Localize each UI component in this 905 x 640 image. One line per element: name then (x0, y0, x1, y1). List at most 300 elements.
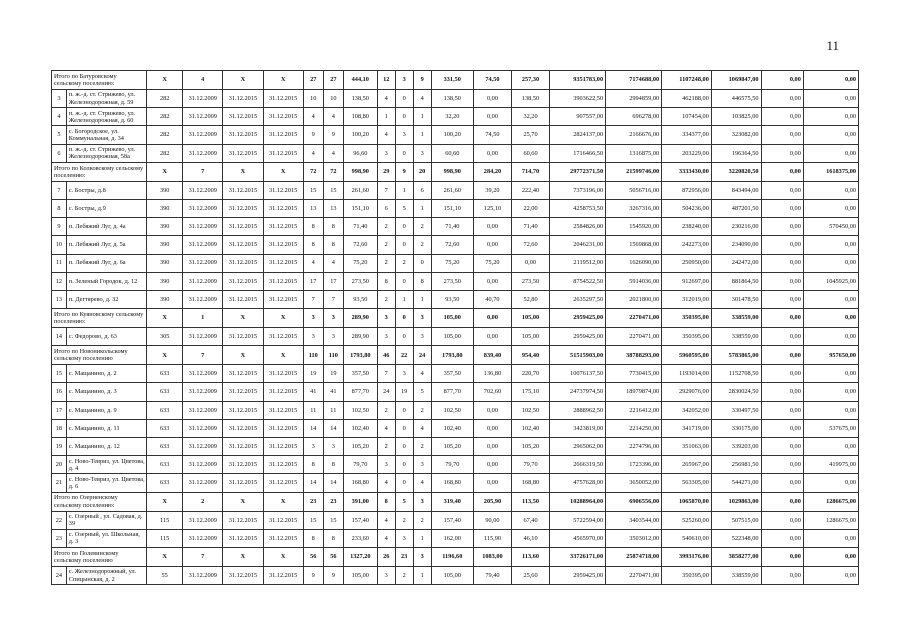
data-cell: 2 (377, 438, 395, 456)
data-cell: 168,80 (431, 474, 473, 492)
data-cell: 8 (323, 529, 343, 547)
data-cell: 79,70 (431, 456, 473, 474)
data-cell: 5 (395, 492, 413, 511)
data-cell: 51515903,00 (550, 346, 606, 365)
data-cell: 31.12.2015 (223, 529, 263, 547)
table-row (52, 566, 859, 584)
data-cell: 273,50 (343, 272, 377, 290)
data-cell: 9351783,00 (550, 71, 606, 90)
data-cell: 390 (147, 181, 183, 199)
data-cell: 25874718,00 (606, 547, 662, 566)
data-cell: 5056716,00 (606, 181, 662, 199)
data-cell: 0,00 (473, 218, 511, 236)
data-cell: 0,00 (803, 90, 858, 108)
data-cell: 5 (395, 199, 413, 217)
data-cell: 0,00 (803, 309, 858, 328)
data-cell: 391,00 (343, 492, 377, 511)
data-cell: 4 (377, 126, 395, 144)
data-cell: 19 (303, 365, 323, 383)
data-cell: 0,00 (512, 254, 550, 272)
data-cell: 390 (147, 218, 183, 236)
data-cell: 3503012,00 (606, 529, 662, 547)
data-cell: 242273,00 (662, 236, 712, 254)
data-cell: 1107248,00 (662, 71, 712, 90)
data-cell: 3 (377, 566, 395, 584)
data-cell: 3403544,00 (606, 511, 662, 529)
data-cell: 2959425,00 (550, 566, 606, 584)
data-cell: 24 (413, 346, 431, 365)
data-cell: 17 (303, 272, 323, 290)
data-cell: 8754522,50 (550, 272, 606, 290)
data-cell: 0,00 (761, 309, 803, 328)
address-cell: с. Озерный , ул. Садовая, д. 39 (66, 511, 146, 529)
data-cell: 3220820,50 (711, 162, 761, 181)
data-cell: X (263, 71, 303, 90)
data-cell: 0,00 (761, 181, 803, 199)
data-cell: 3 (395, 529, 413, 547)
data-cell: 2216412,00 (606, 401, 662, 419)
data-cell: 20 (413, 162, 431, 181)
data-cell: 9 (303, 566, 323, 584)
data-cell: 0,00 (761, 566, 803, 584)
data-cell: 4 (377, 419, 395, 437)
data-cell: 33726171,00 (550, 547, 606, 566)
data-cell: 0,00 (803, 236, 858, 254)
data-cell: 71,40 (431, 218, 473, 236)
data-cell: 3 (303, 309, 323, 328)
table-row (52, 199, 859, 217)
data-cell: 0,00 (473, 401, 511, 419)
housing-register-table (51, 70, 859, 585)
data-cell: 357,50 (431, 365, 473, 383)
data-cell: 8 (413, 272, 431, 290)
data-cell: 9 (323, 566, 343, 584)
data-cell: 633 (147, 365, 183, 383)
data-cell: 67,40 (512, 511, 550, 529)
data-cell: 0,00 (803, 254, 858, 272)
data-cell: 105,20 (343, 438, 377, 456)
table-row (52, 272, 859, 290)
data-cell: 284,20 (473, 162, 511, 181)
data-cell: 0,00 (473, 144, 511, 162)
data-cell: 151,10 (431, 199, 473, 217)
data-cell: 1316875,00 (606, 144, 662, 162)
data-cell: 0,00 (803, 328, 858, 346)
data-cell: 27 (323, 71, 343, 90)
data-cell: 0,00 (761, 456, 803, 474)
address-cell: п. Лебяжий Луг, д. 6а (66, 254, 146, 272)
data-cell: 4 (323, 108, 343, 126)
table-row (52, 419, 859, 437)
data-cell: 31.12.2015 (263, 236, 303, 254)
data-cell: 9 (395, 162, 413, 181)
data-cell: 1569868,00 (606, 236, 662, 254)
data-cell: 31.12.2015 (223, 365, 263, 383)
row-number: 24 (52, 566, 67, 584)
data-cell: 11 (303, 401, 323, 419)
data-cell: 0,00 (761, 511, 803, 529)
data-cell: 31.12.2015 (223, 419, 263, 437)
data-cell: 0 (395, 438, 413, 456)
data-cell: 13 (303, 199, 323, 217)
data-cell: 203229,00 (662, 144, 712, 162)
data-cell: 4 (323, 144, 343, 162)
data-cell: 2 (413, 218, 431, 236)
data-cell: X (147, 309, 183, 328)
data-cell: 2830024,50 (711, 383, 761, 401)
subtotal-label: Итого по Колковскому сельскому поселению: (52, 162, 147, 181)
data-cell: 633 (147, 438, 183, 456)
data-cell: 537675,00 (803, 419, 858, 437)
data-cell: 3 (323, 438, 343, 456)
data-cell: 8 (323, 456, 343, 474)
data-cell: 2 (395, 511, 413, 529)
data-cell: 250950,00 (662, 254, 712, 272)
data-cell: 1029863,00 (711, 492, 761, 511)
data-cell: 100,20 (343, 126, 377, 144)
data-cell: 0 (395, 474, 413, 492)
data-cell: 390 (147, 272, 183, 290)
data-cell: X (147, 346, 183, 365)
data-cell: 714,70 (512, 162, 550, 181)
data-cell: 1045925,00 (803, 272, 858, 290)
data-cell: 168,80 (343, 474, 377, 492)
data-cell: X (223, 71, 263, 90)
row-number: 7 (52, 181, 67, 199)
data-cell: 75,20 (473, 254, 511, 272)
data-cell: 23 (303, 492, 323, 511)
data-cell: 102,40 (512, 419, 550, 437)
data-cell: 907557,00 (550, 108, 606, 126)
data-cell: 8 (303, 236, 323, 254)
data-cell: 108,80 (343, 108, 377, 126)
data-cell: 157,40 (431, 511, 473, 529)
table-row (52, 474, 859, 492)
data-cell: 289,90 (343, 328, 377, 346)
data-cell: 350395,00 (662, 566, 712, 584)
data-cell: 9 (323, 126, 343, 144)
data-cell: 105,20 (512, 438, 550, 456)
data-cell: 39,20 (473, 181, 511, 199)
data-cell: 0,00 (803, 566, 858, 584)
data-cell: X (223, 547, 263, 566)
data-cell: 0,00 (473, 90, 511, 108)
data-cell: 31.12.2009 (183, 566, 223, 584)
data-cell: 0,00 (761, 365, 803, 383)
data-cell: 31.12.2015 (223, 566, 263, 584)
data-cell: 4 (183, 71, 223, 90)
data-cell: 6906556,00 (606, 492, 662, 511)
data-cell: 1 (413, 126, 431, 144)
data-cell: 390 (147, 254, 183, 272)
subtotal-row (52, 309, 859, 328)
data-cell: 0,00 (803, 438, 858, 456)
data-cell: 1618375,00 (803, 162, 858, 181)
address-cell: с. Федорово, д. 63 (66, 328, 146, 346)
data-cell: 633 (147, 383, 183, 401)
data-cell: 0,00 (803, 401, 858, 419)
data-cell: 2270471,00 (606, 328, 662, 346)
data-cell: 504236,00 (662, 199, 712, 217)
data-cell: 26 (377, 547, 395, 566)
data-cell: 220,70 (512, 365, 550, 383)
data-cell: 0,00 (761, 108, 803, 126)
data-cell: 338559,00 (711, 566, 761, 584)
data-cell: 282 (147, 144, 183, 162)
data-cell: 23 (395, 547, 413, 566)
data-cell: 31.12.2009 (183, 272, 223, 290)
data-cell: 265967,00 (662, 456, 712, 474)
data-cell: 72,60 (343, 236, 377, 254)
data-cell: 31.12.2015 (263, 328, 303, 346)
data-cell: 31.12.2015 (263, 383, 303, 401)
data-cell: 7 (323, 290, 343, 308)
data-cell: 5 (413, 383, 431, 401)
data-cell: 46 (377, 346, 395, 365)
data-cell: 419975,00 (803, 456, 858, 474)
data-cell: 7 (183, 346, 223, 365)
data-cell: 0 (395, 401, 413, 419)
data-cell: 3858277,00 (711, 547, 761, 566)
data-cell: 3267316,00 (606, 199, 662, 217)
data-cell: 2 (377, 401, 395, 419)
data-cell: 3 (413, 328, 431, 346)
data-cell: 31.12.2009 (183, 419, 223, 437)
data-cell: 2824137,00 (550, 126, 606, 144)
data-cell: 2046231,00 (550, 236, 606, 254)
data-cell: 331,50 (431, 71, 473, 90)
data-cell: X (223, 346, 263, 365)
data-cell: 633 (147, 419, 183, 437)
subtotal-label: Итого по Батуровскому сельскому поселению: (52, 71, 147, 90)
data-cell: 3 (413, 456, 431, 474)
data-cell: 31.12.2015 (263, 199, 303, 217)
data-cell: 12 (377, 71, 395, 90)
data-cell: 31.12.2009 (183, 90, 223, 108)
data-cell: 2666319,50 (550, 456, 606, 474)
data-cell: 282 (147, 126, 183, 144)
address-cell: п. Лебяжий Луг, д. 5а (66, 236, 146, 254)
row-number: 21 (52, 474, 67, 492)
data-cell: 79,40 (473, 566, 511, 584)
data-cell: 4 (377, 511, 395, 529)
data-cell: 3 (323, 328, 343, 346)
data-cell: 56 (323, 547, 343, 566)
data-cell: 105,00 (343, 566, 377, 584)
data-cell: 0 (395, 236, 413, 254)
data-cell: 9 (413, 71, 431, 90)
data-cell: 4 (377, 474, 395, 492)
data-cell: 4757628,00 (550, 474, 606, 492)
data-cell: 60,60 (431, 144, 473, 162)
data-cell: 31.12.2015 (263, 144, 303, 162)
data-cell: 0,00 (761, 438, 803, 456)
data-cell: 0,00 (473, 272, 511, 290)
row-number: 14 (52, 328, 67, 346)
data-cell: 0,00 (761, 236, 803, 254)
data-cell: 113,60 (512, 547, 550, 566)
row-number: 6 (52, 144, 67, 162)
data-cell: 0 (395, 144, 413, 162)
data-cell: 7 (377, 181, 395, 199)
data-cell: 72,60 (431, 236, 473, 254)
data-cell: 31.12.2015 (263, 474, 303, 492)
data-cell: 334377,00 (662, 126, 712, 144)
data-cell: 390 (147, 236, 183, 254)
data-cell: 21599746,00 (606, 162, 662, 181)
data-cell: 105,00 (512, 328, 550, 346)
table-row (52, 383, 859, 401)
data-cell: 0,00 (803, 383, 858, 401)
subtotal-label: Итого по Куяновскому сельскому поселению: (52, 309, 147, 328)
data-cell: 2119512,00 (550, 254, 606, 272)
data-cell: 4 (413, 474, 431, 492)
data-cell: 702,60 (473, 383, 511, 401)
data-cell: X (263, 492, 303, 511)
data-cell: 7 (377, 365, 395, 383)
address-cell: с. Бостры, д.9 (66, 199, 146, 217)
data-cell: 19 (323, 365, 343, 383)
data-cell: 3 (413, 492, 431, 511)
data-cell: 3 (413, 144, 431, 162)
row-number: 23 (52, 529, 67, 547)
data-cell: 5914036,00 (606, 272, 662, 290)
data-cell: 14 (303, 474, 323, 492)
row-number: 19 (52, 438, 67, 456)
data-cell: 31.12.2015 (263, 126, 303, 144)
data-cell: 0 (395, 309, 413, 328)
data-cell: 522348,00 (711, 529, 761, 547)
data-cell: 0 (395, 419, 413, 437)
data-cell: 7730415,00 (606, 365, 662, 383)
data-cell: 0 (395, 90, 413, 108)
data-cell: 31.12.2009 (183, 218, 223, 236)
data-cell: 102,40 (343, 419, 377, 437)
data-cell: 7373196,00 (550, 181, 606, 199)
data-cell: 0,00 (761, 328, 803, 346)
data-cell: 79,70 (512, 456, 550, 474)
data-cell: 115 (147, 511, 183, 529)
data-cell: 31.12.2015 (223, 199, 263, 217)
data-cell: 0,00 (761, 162, 803, 181)
data-cell: 93,50 (431, 290, 473, 308)
data-cell: 10288964,00 (550, 492, 606, 511)
data-cell: 31.12.2009 (183, 328, 223, 346)
data-cell: 19 (395, 383, 413, 401)
data-cell: 4258753,50 (550, 199, 606, 217)
data-cell: 25,60 (512, 566, 550, 584)
data-cell: 72 (303, 162, 323, 181)
data-cell: 1327,20 (343, 547, 377, 566)
address-cell: с. Бостры, д.8 (66, 181, 146, 199)
address-cell: с. Мащанино, д. 12 (66, 438, 146, 456)
data-cell: 31.12.2015 (223, 438, 263, 456)
data-cell: 2270471,00 (606, 309, 662, 328)
data-cell: 257,30 (512, 71, 550, 90)
data-cell: 2584826,00 (550, 218, 606, 236)
data-cell: 0,00 (761, 126, 803, 144)
data-cell: 31.12.2009 (183, 401, 223, 419)
data-cell: 5722594,00 (550, 511, 606, 529)
data-cell: 3333430,00 (662, 162, 712, 181)
data-cell: 15 (323, 181, 343, 199)
data-cell: 238240,00 (662, 218, 712, 236)
data-cell: 31.12.2015 (263, 419, 303, 437)
data-cell: 52,80 (512, 290, 550, 308)
table-row (52, 456, 859, 474)
data-cell: 100,20 (431, 126, 473, 144)
row-number: 17 (52, 401, 67, 419)
data-cell: 570450,00 (803, 218, 858, 236)
data-cell: 205,90 (473, 492, 511, 511)
data-cell: 2166676,00 (606, 126, 662, 144)
data-cell: 13 (323, 199, 343, 217)
data-cell: 0 (395, 328, 413, 346)
data-cell: 312019,00 (662, 290, 712, 308)
data-cell: 102,50 (512, 401, 550, 419)
address-cell: п. ж.-д. ст. Стрижево, ул. Железнодорожная, д. 59 (66, 90, 146, 108)
data-cell: 1196,60 (431, 547, 473, 566)
data-cell: 3 (377, 328, 395, 346)
address-cell: с. Богородское, ул. Коммунальная, д. 34 (66, 126, 146, 144)
data-cell: 10 (323, 90, 343, 108)
data-cell: 1 (377, 108, 395, 126)
table-row (52, 144, 859, 162)
page-number: 11 (826, 38, 839, 53)
data-cell: 3 (377, 144, 395, 162)
data-cell: 31.12.2015 (223, 383, 263, 401)
data-cell: 38788293,00 (606, 346, 662, 365)
address-cell: с. Мащанино, д. 2 (66, 365, 146, 383)
data-cell: 46,10 (512, 529, 550, 547)
row-number: 22 (52, 511, 67, 529)
data-cell: 29 (377, 162, 395, 181)
data-cell: 31.12.2015 (263, 566, 303, 584)
data-cell: 3 (413, 309, 431, 328)
data-cell: 29772371,50 (550, 162, 606, 181)
data-cell: 2929076,00 (662, 383, 712, 401)
data-cell: 24 (377, 383, 395, 401)
data-cell: 0 (395, 218, 413, 236)
data-cell: 0,00 (803, 144, 858, 162)
data-cell: 2214250,00 (606, 419, 662, 437)
data-cell: 319,40 (431, 492, 473, 511)
table-row (52, 254, 859, 272)
data-cell: 1286675,00 (803, 492, 858, 511)
data-cell: 0,00 (803, 365, 858, 383)
data-cell: 2 (377, 218, 395, 236)
data-cell: 242472,00 (711, 254, 761, 272)
data-cell: 4 (303, 108, 323, 126)
data-cell: 2 (377, 290, 395, 308)
data-cell: 0,00 (761, 492, 803, 511)
row-number: 5 (52, 126, 67, 144)
data-cell: X (147, 492, 183, 511)
data-cell: 351063,00 (662, 438, 712, 456)
data-cell: 390 (147, 290, 183, 308)
data-cell: 31.12.2015 (223, 401, 263, 419)
data-cell: 105,20 (431, 438, 473, 456)
data-cell: 31.12.2015 (263, 290, 303, 308)
data-cell: 3 (303, 328, 323, 346)
data-cell: 11 (323, 401, 343, 419)
data-cell: 633 (147, 456, 183, 474)
row-number: 11 (52, 254, 67, 272)
address-cell: п. ж.-д. ст. Стрижево, ул. Железнодорожная, 58а (66, 144, 146, 162)
data-cell: 75,20 (343, 254, 377, 272)
data-cell: 0,00 (761, 144, 803, 162)
data-cell: 105,00 (431, 328, 473, 346)
